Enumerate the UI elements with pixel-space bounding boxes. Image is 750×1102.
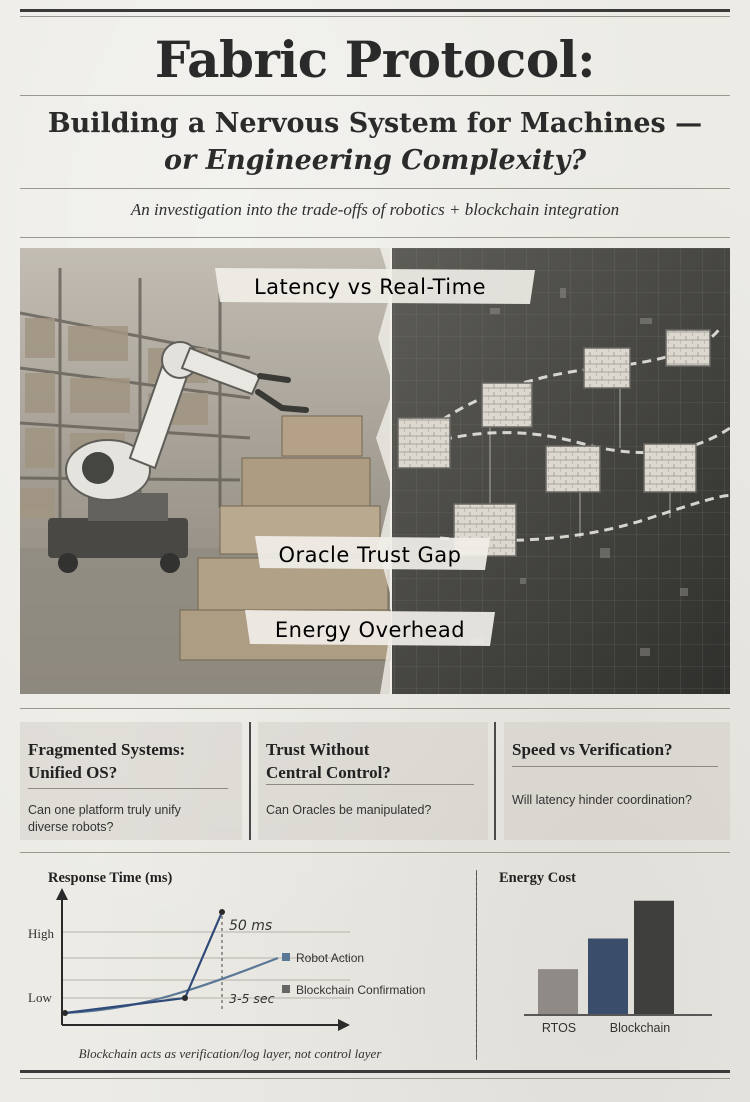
card-underline xyxy=(512,766,718,767)
tagline: An investigation into the trade-offs of robotics + blockchain integration xyxy=(130,200,620,219)
page-title: Fabric Protocol: xyxy=(154,30,596,89)
card-heading xyxy=(266,738,391,784)
y-tick-high: High xyxy=(28,926,54,941)
card-heading xyxy=(512,738,673,761)
card-body-line-1: Can one platform truly unify xyxy=(28,803,181,817)
y-tick-low: Low xyxy=(28,990,52,1005)
data-point xyxy=(219,909,225,915)
card-heading xyxy=(28,738,185,784)
card-body xyxy=(512,792,692,809)
line-chart-title: Response Time (ms) xyxy=(48,870,173,886)
hero-svg xyxy=(20,248,730,694)
line-chart-plot xyxy=(28,888,425,1031)
legend-swatch-robot-action xyxy=(282,953,290,961)
energy-bar-3 xyxy=(634,901,674,1014)
hero-divider xyxy=(20,708,730,709)
annotation-3-5-sec: 3-5 sec xyxy=(229,991,275,1006)
hero-label-energy: Energy Overhead xyxy=(274,618,466,642)
x-tick-rtos: RTOS xyxy=(541,1021,577,1035)
title-divider xyxy=(20,95,730,96)
data-point xyxy=(182,995,188,1001)
column-separator xyxy=(249,722,251,840)
energy-bar-1 xyxy=(538,969,578,1014)
card-body xyxy=(266,802,431,819)
card-heading-line-2: Central Control? xyxy=(266,763,391,782)
card-underline xyxy=(28,788,228,789)
subtitle-line-1: Building a Nervous System for Machines — xyxy=(47,108,703,139)
card-heading-line-1: Speed vs Verification? xyxy=(512,740,673,759)
column-separator xyxy=(494,722,496,840)
energy-bar-2 xyxy=(588,938,628,1014)
bottom-rule-thin xyxy=(20,1078,730,1079)
question-card-speed xyxy=(504,722,730,840)
annotation-50ms: 50 ms xyxy=(229,918,273,934)
card-heading-line-1: Trust Without xyxy=(266,740,370,759)
card-body xyxy=(28,802,181,836)
data-point xyxy=(62,1010,68,1016)
top-rule xyxy=(20,9,730,12)
x-tick-blockchain: Blockchain xyxy=(609,1021,671,1035)
hero-label-latency: Latency vs Real-Time xyxy=(253,275,487,299)
columns-divider xyxy=(20,852,730,853)
bottom-rule xyxy=(20,1070,730,1073)
response-time-chart xyxy=(20,880,460,1050)
subtitle-divider xyxy=(20,188,730,189)
tagline-divider xyxy=(20,237,730,238)
y-axis-arrow xyxy=(56,888,68,900)
card-body-line-1: Will latency hinder coordination? xyxy=(512,793,692,807)
question-card-trust xyxy=(258,722,488,840)
legend-label-robot-action: Robot Action xyxy=(296,951,365,965)
subtitle-line-2: or Engineering Complexity? xyxy=(163,145,587,176)
chart-note: Blockchain acts as verification/log layer, not control layer xyxy=(78,1046,382,1061)
card-underline xyxy=(266,784,474,785)
energy-cost-chart xyxy=(500,880,720,1050)
bar-chart-title: Energy Cost xyxy=(499,870,576,886)
card-heading-line-2: Unified OS? xyxy=(28,763,118,782)
hero-label-oracle: Oracle Trust Gap xyxy=(278,543,462,567)
card-body-line-2: diverse robots? xyxy=(28,820,114,834)
top-rule-thin xyxy=(20,16,730,17)
card-heading-line-1: Fragmented Systems: xyxy=(28,740,186,759)
question-card-fragmented xyxy=(20,722,242,840)
charts-separator xyxy=(476,870,477,1060)
x-axis-arrow xyxy=(338,1019,350,1031)
legend-swatch-blockchain-confirmation xyxy=(282,985,290,993)
hero-illustration xyxy=(20,248,730,694)
card-body-line-1: Can Oracles be manipulated? xyxy=(266,803,432,817)
legend-label-blockchain-confirmation: Blockchain Confirmation xyxy=(296,983,426,997)
